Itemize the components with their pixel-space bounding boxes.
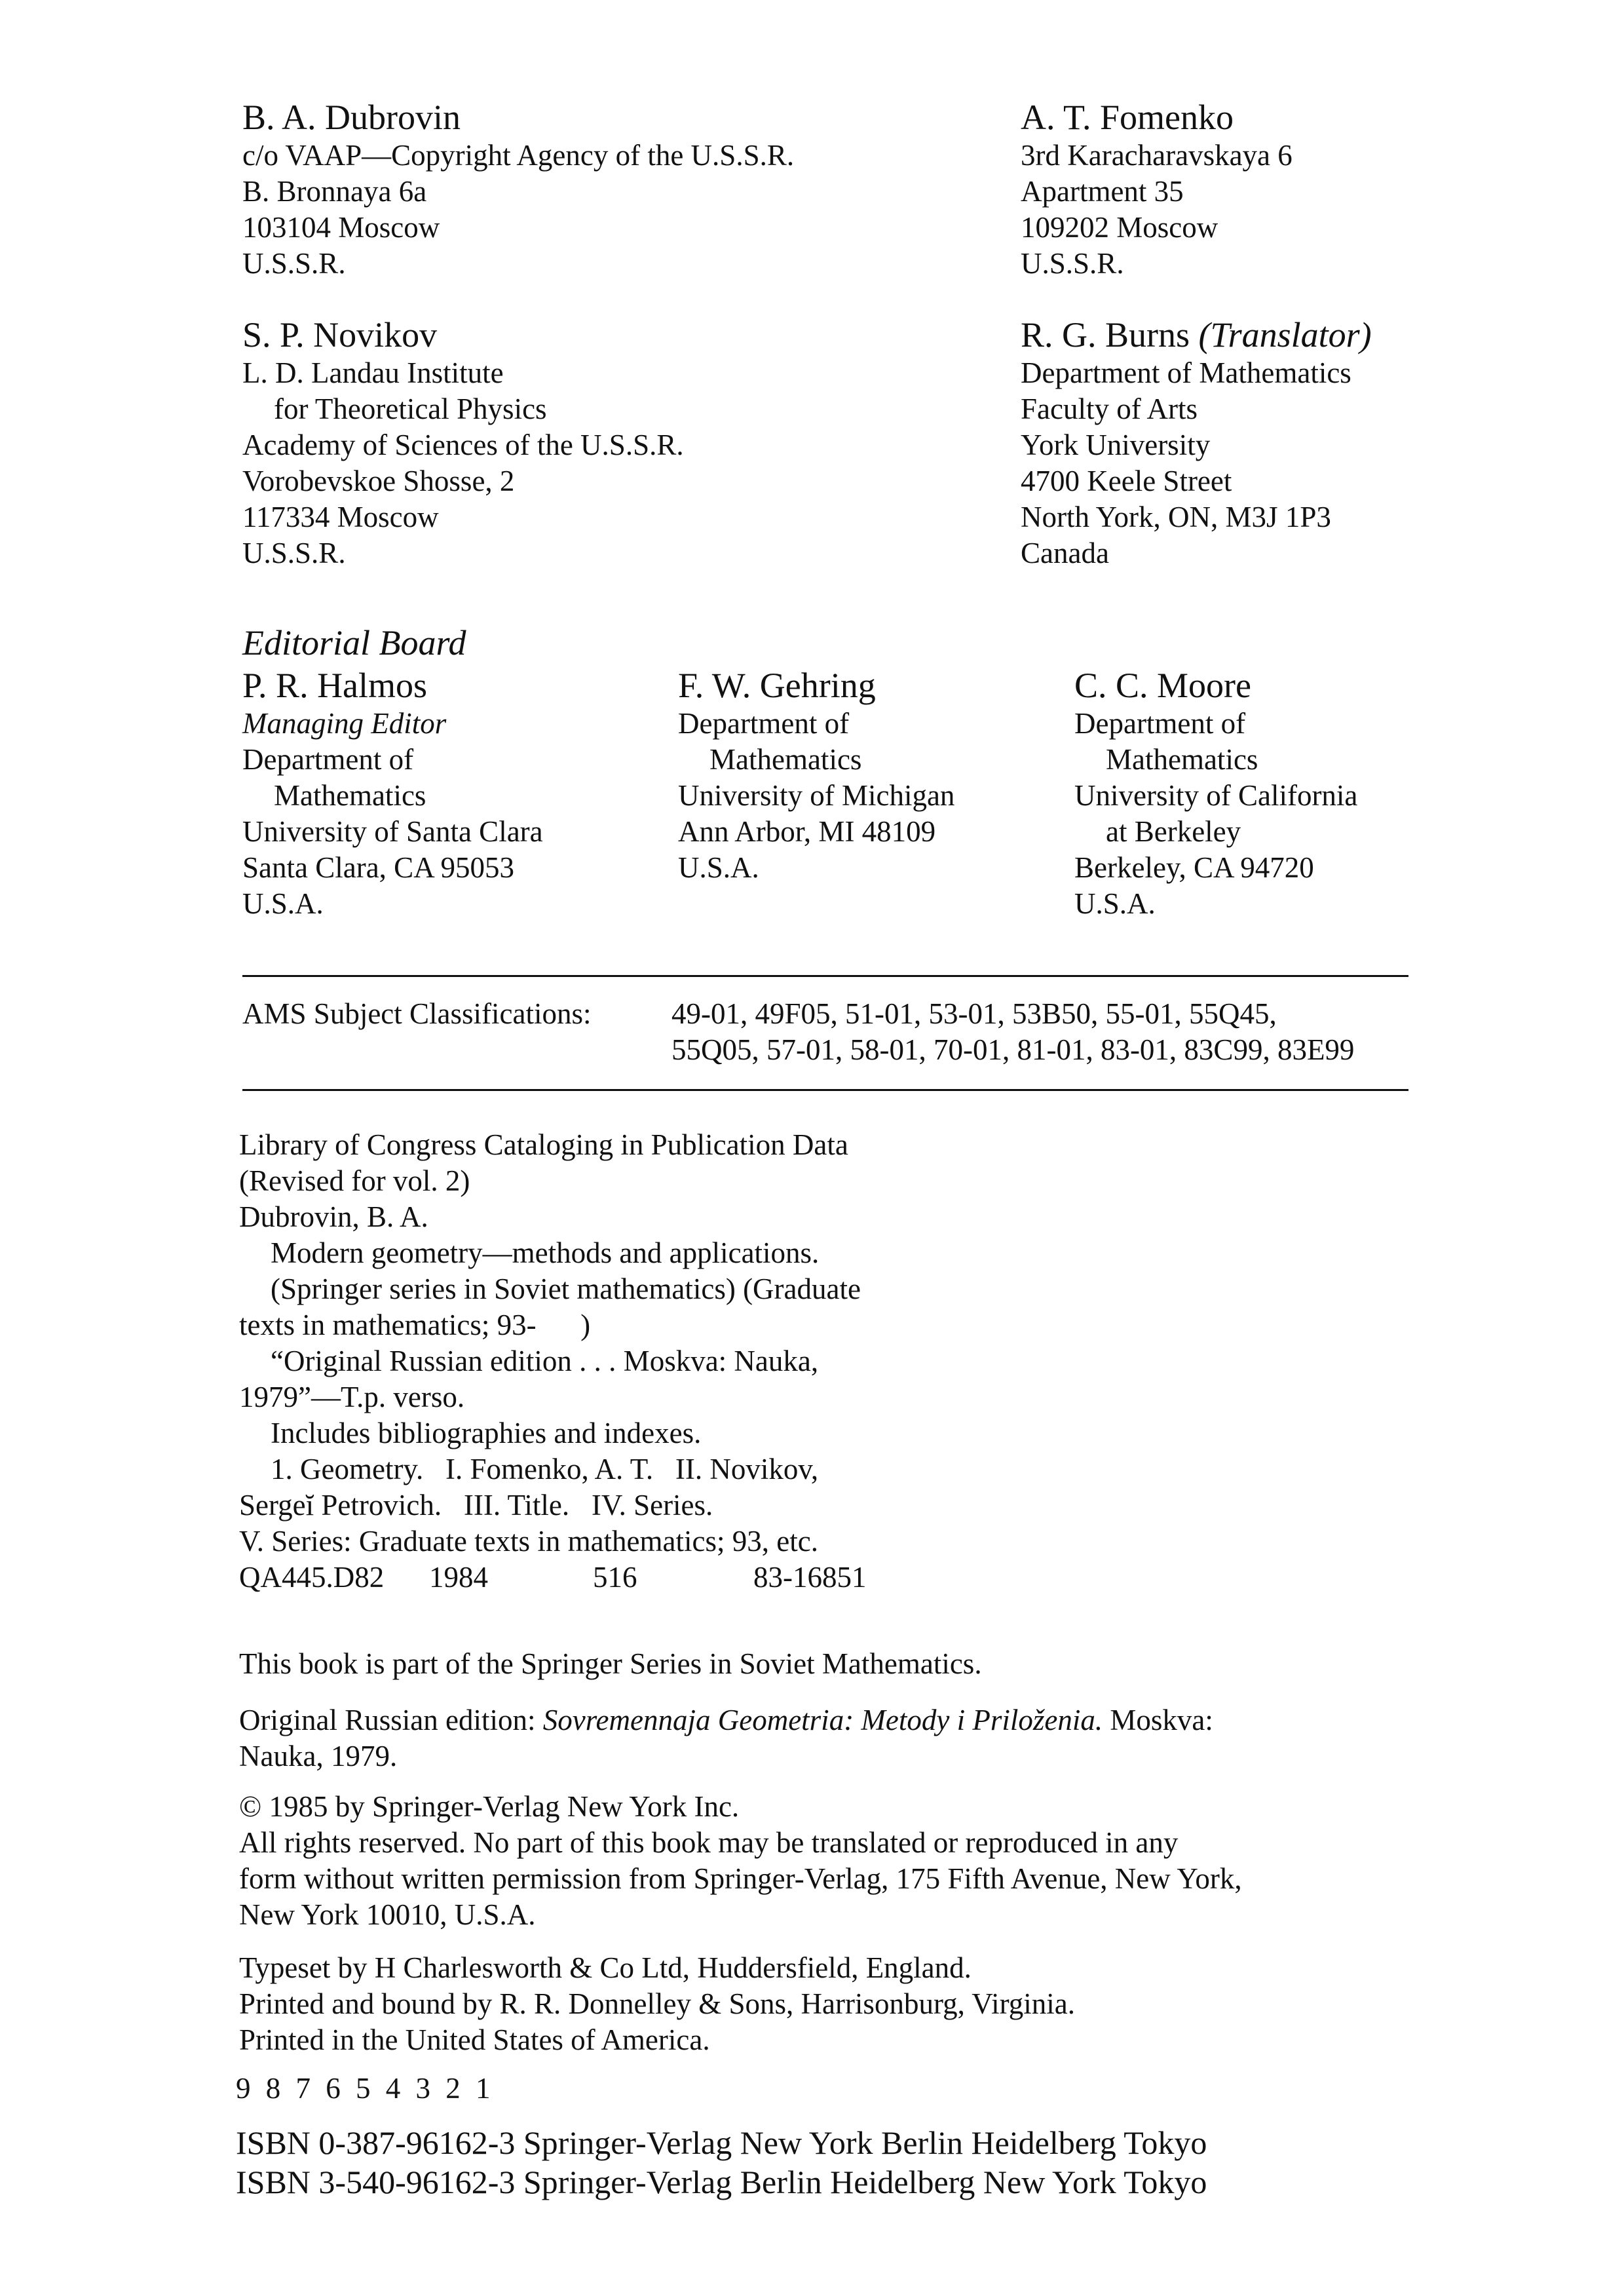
address-line: for Theoretical Physics [274,392,547,425]
address-line: University of Santa Clara [242,815,543,848]
cip-line: Modern geometry—methods and applications. [271,1236,820,1269]
cip-line: “Original Russian edition . . . Moskva: Nauka, [271,1345,819,1377]
address-line: U.S.A. [678,851,759,884]
cip-data [239,1127,867,1596]
address-line: Mathematics [709,743,862,776]
bottom-divider [242,1089,1408,1091]
top-divider [242,975,1408,977]
address-line: York University [1021,429,1211,461]
editor-halmos [242,665,543,922]
isbn-block [236,2123,1207,2202]
cip-line: texts in mathematics; 93- ) [239,1309,591,1341]
editor-name: P. R. Halmos [242,666,428,705]
cip-line: V. Series: Graduate texts in mathematics; 93, etc. [239,1525,818,1558]
author-fomenko [1021,97,1293,282]
address-line: 3rd Karacharavskaya 6 [1021,139,1293,172]
address-line: Vorobevskoe Shosse, 2 [242,465,515,497]
printing-block [239,1950,1075,2058]
translator-role: (Translator) [1198,315,1372,354]
cip-class: 516 [593,1561,637,1594]
ams-codes-line: 55Q05, 57-01, 58-01, 70-01, 81-01, 83-01, 83C99, 83E99 [671,1033,1355,1066]
original-edition-note: Original Russian edition: Sovremennaja Geometria: Metody i Priloženia. Moskva: Nauka, 1979. [239,1704,1213,1772]
address-line: Faculty of Arts [1021,392,1198,425]
editor-gehring [678,665,954,886]
address-line: Berkeley, CA 94720 [1074,851,1314,884]
cip-line: Dubrovin, B. A. [239,1200,428,1233]
printing-line: Typeset by H Charlesworth & Co Ltd, Huddersfield, England. [239,1951,972,1984]
cip-line: 1979”—T.p. verso. [239,1381,465,1413]
address-line: Ann Arbor, MI 48109 [678,815,936,848]
address-line: B. Bronnaya 6a [242,175,427,208]
ams-label: AMS Subject Classifications: [242,997,592,1030]
address-line: 117334 Moscow [242,501,439,533]
cip-year: 1984 [429,1561,488,1594]
address-line: Department of [242,743,414,776]
author-name: B. A. Dubrovin [242,98,461,137]
isbn-line: ISBN 0-387-96162-3 Springer-Verlag New York Berlin Heidelberg Tokyo [236,2124,1207,2161]
cip-callnumber: QA445.D82 [239,1561,385,1594]
translator-burns [1021,315,1372,571]
address-line: University of Michigan [678,779,955,812]
cip-lccn: 83-16851 [753,1561,867,1594]
cip-line: Includes bibliographies and indexes. [271,1417,702,1449]
editor-name: F. W. Gehring [678,666,876,705]
printing-line: Printed and bound by R. R. Donnelley & Sons, Harrisonburg, Virginia. [239,1987,1075,2020]
address-line: c/o VAAP—Copyright Agency of the U.S.S.R. [242,139,795,172]
original-title: Sovremennaja Geometria: Metody i Priloženia. [542,1704,1103,1736]
address-line: 4700 Keele Street [1021,465,1232,497]
rights-line: All rights reserved. No part of this book may be translated or reproduced in any [239,1826,1179,1859]
address-line: U.S.S.R. [1021,247,1124,280]
address-line: University of California [1074,779,1358,812]
address-line: U.S.A. [242,887,324,920]
printing-line: Printed in the United States of America. [239,2023,710,2056]
author-name: S. P. Novikov [242,315,438,354]
rights-line: form without written permission from Springer-Verlag, 175 Fifth Avenue, New York, [239,1862,1242,1895]
address-line: Canada [1021,537,1109,569]
ams-codes [671,996,1354,1068]
impression-line: 9 8 7 6 5 4 3 2 1 [236,2072,495,2105]
address-line: U.S.A. [1074,887,1156,920]
editor-name: C. C. Moore [1074,666,1251,705]
cip-line: (Revised for vol. 2) [239,1164,470,1197]
cip-line: Library of Congress Cataloging in Publication Data [239,1128,848,1161]
address-line: 103104 Moscow [242,211,440,244]
cip-line: 1. Geometry. I. Fomenko, A. T. II. Novikov, [271,1453,819,1485]
address-line: U.S.S.R. [242,247,346,280]
address-line: Mathematics [274,779,426,812]
editorial-board-heading: Editorial Board [242,623,466,662]
copyright-line: © 1985 by Springer-Verlag New York Inc. [239,1790,740,1823]
isbn-line: ISBN 3-540-96162-3 Springer-Verlag Berlin Heidelberg New York Tokyo [236,2164,1207,2200]
author-name: A. T. Fomenko [1021,98,1234,137]
cip-line: Sergeĭ Petrovich. III. Title. IV. Series. [239,1489,713,1521]
address-line: Mathematics [1106,743,1258,776]
address-line: 109202 Moscow [1021,211,1218,244]
address-line: Department of [1074,707,1246,740]
series-note: This book is part of the Springer Series in Soviet Mathematics. [239,1647,982,1680]
address-line: North York, ON, M3J 1P3 [1021,501,1331,533]
ams-codes-line: 49-01, 49F05, 51-01, 53-01, 53B50, 55-01, 55Q45, [671,997,1277,1030]
translator-name: R. G. Burns (Translator) [1021,315,1372,354]
address-line: Department of Mathematics [1021,356,1351,389]
address-line: L. D. Landau Institute [242,356,504,389]
address-line: U.S.S.R. [242,537,346,569]
address-line: Santa Clara, CA 95053 [242,851,514,884]
copyright-block [239,1789,1242,1933]
address-line: Department of [678,707,850,740]
author-dubrovin [242,97,794,282]
cip-line: (Springer series in Soviet mathematics) (Graduate [271,1272,861,1305]
editor-moore [1074,665,1357,922]
cip-callnumber-row [239,1559,867,1596]
address-line: Apartment 35 [1021,175,1184,208]
rights-line: New York 10010, U.S.A. [239,1898,536,1931]
author-novikov [242,315,684,571]
address-line: Academy of Sciences of the U.S.S.R. [242,429,684,461]
editor-role: Managing Editor [242,707,447,740]
address-line: at Berkeley [1106,815,1241,848]
